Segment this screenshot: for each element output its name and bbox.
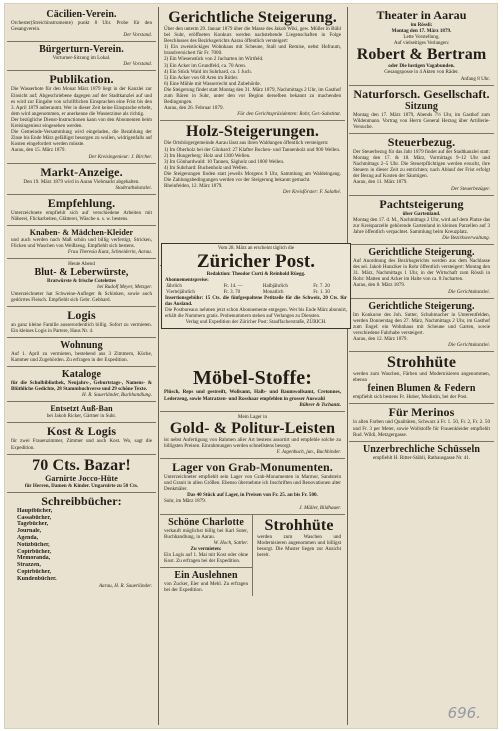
ad-unzerbrechlich bbox=[349, 442, 494, 464]
ad-body: in allen Farben und Qualitäten, Schwarz à Fr. 1. 50, Fr. 2, Fr. 2. 50 und Fr. 3 per Meter, sowie Wollstoffe für Frauenkleider empfiehlt Rud. Wildi, Metzgergasse. bbox=[353, 419, 490, 438]
ad-signature: Für den Gerichtspräsidenten: Rohr, Ger.-Substitut. bbox=[237, 111, 341, 118]
ad-charlotte bbox=[160, 515, 252, 569]
ad-title: Kost & Logis bbox=[46, 424, 117, 439]
list-item: Agenda, bbox=[17, 534, 39, 541]
ad-subtitle: Zu vermieten: bbox=[190, 545, 222, 552]
ad-item: 4) Ein Stück Wald im Suhrhard, ca. 1 Juch. bbox=[164, 68, 252, 75]
column-left bbox=[7, 7, 156, 725]
ad-signature: Anfang 8 Uhr. bbox=[460, 75, 490, 82]
ad-body: Unterzeichneter empfiehlt sein Lager von Grab-Monumenten in Marmor, Sandstein und Granit in allen Größen. Ebenso übernehme ich Inschriften und Renovationen alter Denkmäler. bbox=[164, 474, 341, 493]
ad-body: Plüsch, Reps und gestreift, Wollsamt, Halb- und Baumwollsamt, Cretonnes, Lederzeug, sowie Matratzen- und Rosshaar empfehlen in grosser Auswahl bbox=[164, 389, 341, 402]
ad-body: Ein Logis auf 1. Mai mit Kost oder ohne Kost. Zu erfragen bei der Expedition. bbox=[164, 552, 248, 565]
ad-signature: Der Kreisförster: F. Salathé. bbox=[282, 189, 341, 196]
ad-body: Im Konkurse des Joh. Sutter, Schuhmacher in Unterentfelden, werden Donnerstag den 27. März, Nachmittags 2 Uhr, im Gasthof zum Engel: ein Wohnhaus mit Scheune und Garten, sowie verschiedene Fahrhabe versteigert. bbox=[353, 311, 490, 336]
ad-subtitle: bei Rudolf Meyer, Metzger. bbox=[97, 284, 152, 291]
ad-strohhuete bbox=[349, 352, 494, 404]
ad-grab-monumente bbox=[160, 459, 345, 515]
list-item: Copirbücher, bbox=[17, 548, 51, 555]
list-item: Memoranda, bbox=[17, 555, 51, 562]
price-table bbox=[165, 284, 347, 296]
ad-place-date: Aarau, den 8. März 1879. bbox=[353, 282, 406, 289]
ad-schreibbuecher bbox=[7, 493, 156, 592]
ad-body: Die Postbureaux nehmen jetzt schon Abonnemente entgegen. Wer bis Ende März abonnirt, erhält die Nummern gratis. Probenummern stehen auf Verlangen zu Diensten. bbox=[165, 308, 347, 319]
ad-title: Möbel-Stoffe: bbox=[192, 367, 313, 390]
ad-pachtsteigerung bbox=[349, 196, 494, 245]
ad-subtitle: im Rössli: bbox=[410, 22, 433, 28]
play-subtitle: oder Die lustigen Vagabunden. bbox=[388, 63, 455, 70]
ad-title: Blut- & Leberwürste, bbox=[34, 267, 129, 279]
ad-publikation bbox=[7, 71, 156, 163]
ad-body: Die Gemeinde-Versammlung wird eingeladen, die Bezahlung der Zinse bis Ende März gefälligst besorgen zu wollen, widrigenfalls auf Kosten eingefordert werden müsste. bbox=[11, 129, 152, 148]
ad-subtitle: Vorturner-Sitzung im Lokal. bbox=[52, 55, 111, 62]
ad-naturforsch bbox=[349, 86, 494, 134]
ad-body: Unterzeichnete empfiehlt sich auf verschiedene Arbeiten mit Näherei, Flickarbeiten, Glätterei, Wäsche u. s. w. bestens. bbox=[11, 209, 152, 222]
column-middle bbox=[160, 7, 345, 725]
ad-subtitle: Sitzung bbox=[405, 100, 438, 112]
column-right bbox=[349, 7, 494, 725]
ad-title: Züricher Post. bbox=[196, 251, 316, 272]
ad-body: Die Steigerungen finden statt jeweils Morgens 9 Uhr, Sammlung am Waldeingang. Die Zahlungsbedingungen werden vor der Steigerung bekannt gemacht. bbox=[164, 170, 341, 183]
ad-place-date: Rheinfelden, 12. März 1879. bbox=[164, 183, 223, 190]
ad-body: bei Jakob Ricker, Gärtner in Suhr. bbox=[46, 413, 117, 420]
ad-title: Cäcilien-Verein. bbox=[46, 9, 117, 20]
ad-title: Für Merinos bbox=[388, 405, 455, 420]
ad-knaben bbox=[7, 226, 156, 259]
ad-title: Kataloge bbox=[61, 369, 102, 381]
handwritten-page-number: 696. bbox=[447, 704, 481, 722]
ad-title: Ein Auslehnen bbox=[174, 570, 238, 582]
ad-subtitle: Das 40 Stück auf Lager, in Preisen von Fr. 25. an bis Fr. 500. bbox=[187, 492, 318, 499]
ad-signature: F. Jagenbuch, jun., Buchbinder. bbox=[276, 448, 341, 455]
ad-item: 1) Ein zweistöckiges Wohnhaus mit Scheune, Stall und Remise, nebst Hofraum, brandversichert für Fr. 7000. bbox=[164, 44, 341, 57]
table-cell: Fr. 1. 30 bbox=[313, 290, 330, 295]
ad-zuericher-post bbox=[161, 243, 351, 329]
ad-place-date: Aarau, den 26. Februar 1879. bbox=[164, 105, 224, 112]
ad-entsetzt bbox=[7, 402, 156, 423]
ad-body: Bratwürste & frische Cotelettes bbox=[47, 278, 116, 285]
ad-blut bbox=[7, 259, 156, 306]
ad-signature: Der Kreisingenieur: J. Bircher. bbox=[88, 153, 152, 160]
ad-body: für Herren, Damen & Kinder. Ungarnirte zu 50 Cts. bbox=[24, 482, 139, 489]
ad-body: empfiehlt H. Ritter-Stäbli, Rathausgasse Nr. 41. bbox=[372, 454, 471, 461]
ad-theater bbox=[349, 7, 494, 86]
ad-gerichtliche-steigerung-1 bbox=[349, 245, 494, 299]
ad-title: Entsetzt Auß-Ban bbox=[50, 404, 113, 414]
ad-title: Markt-Anzeige. bbox=[40, 164, 123, 179]
ad-item: 1) Im Oberholz bei der Gönhard: 27 Klafter Buchen- und Tannenholz und 900 Wellen. bbox=[164, 146, 341, 153]
ad-title: Strohhüte bbox=[386, 354, 457, 372]
list-item: Notizbücher, bbox=[17, 541, 50, 548]
newspaper-sheet bbox=[4, 3, 498, 729]
ad-title: Steuerbezug. bbox=[387, 134, 456, 149]
ad-signature: Der Vorstand. bbox=[123, 61, 152, 68]
table-cell: Halbjährlich bbox=[262, 284, 288, 289]
ad-date: Montag den 17. März 1879. bbox=[391, 28, 452, 35]
ad-title: Naturforsch. Gesellschaft. bbox=[353, 86, 490, 101]
ad-item: 5) Ein Acker von 60 Aren im Rötler. bbox=[164, 74, 239, 81]
ad-item: 2) Im Hungerberg: Holz und 1300 Wellen. bbox=[164, 152, 251, 159]
ad-body: Auf vielseitiges Verlangen: bbox=[393, 40, 450, 47]
ad-kost bbox=[7, 423, 156, 454]
ad-item: 3) Ein Acker im Grundfeld, ca. 70 Aren. bbox=[164, 62, 247, 69]
ad-title: Gold- & Politur-Leisten bbox=[169, 419, 336, 437]
list-item: Copirbücher, bbox=[17, 568, 51, 575]
ad-item: 6) Eine Mühle mit Wasserrecht und Zubehörde. bbox=[164, 80, 261, 87]
ad-gold-politur bbox=[160, 412, 345, 459]
ad-signature: Frau Theresia Kunz, Schneiderin, Aarau. bbox=[67, 249, 152, 256]
ad-signature: Die Gerichtskanzlei. bbox=[448, 342, 490, 349]
table-cell: Fr. 14. — bbox=[223, 284, 243, 289]
ad-title: Theater in Aarau bbox=[376, 8, 467, 22]
ad-item: 2) Ein Wiesenstück von 2 Jucharten im Wirtfeld. bbox=[164, 56, 264, 63]
ad-title: Unzerbrechliche Schüsseln bbox=[362, 443, 481, 455]
ad-title: 70 Cts. Bazar! bbox=[32, 456, 131, 474]
ad-body: verkauft möglichst billig bei Karl Suter, Buchhandlung, in Aarau. bbox=[164, 527, 248, 540]
ad-body: Auf Anordnung des Bezirksgerichts werden aus dem Nachlasse des sel. Jakob Hunziker in Rohr öffentlich versteigert: Montag den 31. März, Nachmittags 1 Uhr, in der Wirtschaft zum Rössli in Rohr: Matten und Acker im Halte von ca. 8 Jucharten. bbox=[353, 258, 490, 283]
ad-signature: Aarau, H. R. Sauerländer. bbox=[98, 582, 152, 589]
ad-signature: Die Gerichtskanzlei. bbox=[448, 288, 490, 295]
item-list bbox=[11, 508, 152, 583]
ad-place-date: Suhr, im März 1879. bbox=[164, 498, 207, 505]
ad-signature: H. R. Sauerländer, Buchhandlung. bbox=[81, 392, 152, 399]
ad-body: an ganz kleine Familie ausserordentlich billig. Sofort zu vermieten. Ein kleines Logis in Partere, Haus Nr. 4. bbox=[11, 321, 152, 334]
ad-body: für die Schulbibliothek, Neujahrs-, Geburtstags-, Namens- & Blüthliche Gedichte, 28 Stammbuchverse und 29 schöne Texte. bbox=[11, 380, 152, 393]
ad-buergerturn bbox=[7, 42, 156, 71]
ad-title: Pachtsteigerung bbox=[379, 196, 464, 211]
ad-place-date: Aarau, den 15. März 1879. bbox=[11, 147, 66, 154]
ad-row-left bbox=[160, 515, 253, 597]
ad-body: Die Ortsbürgergemeinde Aarau lässt aus ihren Waldungen öffentlich versteigern: bbox=[164, 140, 329, 147]
ad-title: Empfehlung. bbox=[47, 195, 116, 210]
ad-signature: Verlag und Expedition der Züricher Post: Stauffacherstraße, ZÜRICH. bbox=[185, 320, 327, 325]
price-heading: Abonnementspreise: bbox=[165, 278, 209, 283]
ad-title: Gerichtliche Steigerung. bbox=[168, 9, 337, 26]
table-cell: Fr. 7. 20 bbox=[313, 284, 330, 289]
ad-title: Logis bbox=[67, 307, 96, 322]
ad-title: Publikation. bbox=[49, 72, 114, 87]
ad-row-right bbox=[253, 515, 345, 597]
ad-body: Gesangsposse in 4 Akten von Räder. bbox=[384, 69, 459, 76]
list-item: Kundenbücher. bbox=[17, 575, 57, 582]
ad-title: Holz-Steigerungen. bbox=[186, 123, 319, 141]
table-cell: Monatlich bbox=[262, 290, 284, 295]
ad-signature: W. Hoch, Sattler. bbox=[213, 539, 248, 546]
ad-title: Knaben- & Mädchen-Kleider bbox=[29, 227, 134, 237]
ad-body: ist nebst Anfertigung von Rahmen aller Art bestens assortirt und empfehle solche zu billigsten Preisen. Einrahmungen werden schnellstens besorgt. bbox=[164, 436, 341, 449]
list-item: Strazzen, bbox=[17, 562, 41, 569]
ad-title: Lager von Grab-Monumenten. bbox=[172, 460, 333, 475]
ad-subtitle: Redaktion: Theodor Curti & Reinhold Rüegg. bbox=[206, 272, 306, 277]
table-cell: Jährlich bbox=[166, 284, 182, 289]
ad-body: Über den unterm 29. Januar 1879 über die Masse des Jakob Wiki, gew. Müller in Bühl bei Suhr, eröffneten Konkurs werden nachstehende Liegenschaften in Folge Beschlusses des Bezirksgerichts Aarau öffentlich versteigert: bbox=[164, 26, 341, 45]
ad-item: 3) Im Gönhardwald: 10 Tannen, Sägholz und 1000 Wellen. bbox=[164, 158, 285, 165]
ad-pretitle: Mein Lager in bbox=[237, 413, 268, 420]
ad-auslehnen bbox=[160, 568, 252, 596]
ad-title: Wohnung bbox=[60, 339, 103, 351]
ad-place-date: Aarau, den 11. März 1879. bbox=[353, 179, 408, 186]
ad-steuerbezug bbox=[349, 134, 494, 196]
ad-title: Strohhüte bbox=[264, 516, 334, 534]
ad-title: Schöne Charlotte bbox=[168, 516, 244, 528]
ad-body: Lette Vorstellung. bbox=[403, 34, 440, 41]
ad-body: für zwei Frauenzimmer, Zimmer und auch Kost. Wo, sagt die Expedition. bbox=[11, 438, 152, 451]
list-item: Journale, bbox=[17, 528, 42, 535]
ad-title: Bürgerturn-Verein. bbox=[39, 44, 124, 56]
ad-body: Den 19. März 1879 wird in Aarau Viehmarkt abgehalten. bbox=[23, 178, 140, 185]
table-cell: Vierteljährlich bbox=[166, 290, 195, 295]
ad-strohhuete-mid bbox=[253, 515, 345, 561]
ad-body: von Zucker, Eier und Mehl. Zu erfragen bei der Expedition. bbox=[164, 581, 248, 594]
ad-body: werden zum Waschen, Färben und Modernisieren angenommen, ebenso bbox=[353, 371, 490, 384]
ad-row bbox=[160, 515, 345, 597]
ad-item: 4) Im Suhrhard: Buchenholz und Wellen. bbox=[164, 164, 248, 171]
ad-signature: J. Müller, Bildhauer. bbox=[299, 504, 341, 511]
ad-signature: Stadtrathskanzlei. bbox=[115, 184, 152, 191]
ad-body: Unterzeichneter hat Schweine-Aufleger & Schinken, sowie auch gedörrtes Fleisch. Empfiehlt sich Gebr. Gebhard. bbox=[11, 290, 152, 303]
ad-body: Der bezügliche Dienst-Instructionen kann von den Abonnenten beim Kreisingenieur eingesehen werden. bbox=[11, 116, 152, 130]
ad-gerichtliche-steigerung-2 bbox=[349, 299, 494, 353]
ad-merinos bbox=[349, 404, 494, 441]
ad-body: Die Wasserbote für den Monat März 1879 liegt in der Kanzlei zur Einsicht auf; Abgeschriebene dagegen auf der Stadtkanzlei auf und es wird zur Eingabe von schriftlichen Einsprachen eine Frist bis den 3. April 1879 anberaumt. Wer in dieser Zeit keine Einsprache erhebt, dem wird angenommen, er anerkenne die Wasserzinse als richtig. bbox=[11, 86, 152, 117]
ad-kataloge bbox=[7, 367, 156, 402]
ad-empfehlung bbox=[7, 195, 156, 226]
ad-gerichtliche-steigerung bbox=[160, 7, 345, 121]
play-title: Robert & Bertram bbox=[356, 46, 487, 64]
ad-body: Montag den 17. März 1879, Abends 7½ Uhr, im Gasthof zum Wildenmann. Vortrag von Herrn General Herzog über Artillerie-Versuche. bbox=[353, 111, 490, 130]
list-item: Tagebücher, bbox=[17, 521, 49, 528]
ad-body: Auf 1. April zu vermieten, bestehend aus 3 Zimmern, Küche, Kammer und Zugehörden. Zu erfragen in der Expedition. bbox=[11, 350, 152, 363]
ad-body: empfiehlt sich bestens Fr. Huber, Modistin, bei der Post. bbox=[353, 394, 468, 401]
list-item: Hauptbücher, bbox=[17, 507, 53, 514]
column-divider bbox=[347, 7, 348, 725]
list-item: Cassabücher, bbox=[17, 514, 51, 521]
ad-subtitle: feinen Blumen & Federn bbox=[367, 383, 476, 395]
ad-body: Orchester(Streichinstrumente) punkt 8 Uhr. Probe für den Gesangverein. bbox=[11, 20, 152, 33]
ad-body: Montag den 17. d. M., Nachmittags 2 Uhr, wird auf dem Platze das zur Kreisparzelle gehörende Gartenland in kleinen Parzellen auf 3 Jahre öffentlich verpachtet. Sammlung beim Kreuzplatz. bbox=[353, 216, 490, 235]
ad-title: Schreibbücher: bbox=[41, 493, 122, 508]
ad-body: Der Steuerbezug für das Jahr 1879 findet auf der Stadtkanzlei statt: Montag den 17. & 18. März, Vormittags 9–12 Uhr und Nachmittags 2–5 Uhr. Die Steuerpflichtigen werden ersucht, ihre Steuern in dieser Zeit zu entrichten; nach Ablauf der Frist erfolgt der Bezug auf Kosten der Säumigen. bbox=[353, 148, 490, 180]
ad-subtitle: über Gartenland. bbox=[402, 210, 441, 217]
ad-moebel-stoffe bbox=[160, 366, 345, 411]
ad-body: werden zum Waschen und Modernisieren angenommen und billigst besorgt. Die Muster liegen zur Ansicht bereit. bbox=[257, 533, 341, 558]
ad-markt bbox=[7, 164, 156, 195]
ad-subtitle: Garnirte Jocco-Hüte bbox=[45, 473, 118, 483]
table-cell: Fr. 3. 70 bbox=[223, 290, 241, 295]
ad-body: Die Steigerung findet statt Montag den 31. März 1879, Nachmittags 2 Uhr, im Gasthof zum Bären in Suhr, unter den vor Beginn derselben bekannt zu machenden Bedingungen. bbox=[164, 86, 341, 106]
ad-caecilien bbox=[7, 7, 156, 42]
insertion-fee: Insertionsgebühr: 15 Cts. die fünfgespaltene Petitzeile für die Schweiz, 20 Cts. für das Ausland. bbox=[165, 296, 347, 307]
ad-body: und auch werden nach Maß schön und billig verfertigt, Stricken, Flicken und Waschen von Weißzeug. Empfiehlt sich bestens. bbox=[11, 236, 152, 250]
ad-wohnung bbox=[7, 338, 156, 367]
ad-signature: Bührer & Tschantz. bbox=[299, 401, 341, 408]
column-divider bbox=[158, 7, 159, 725]
ad-title: Gerichtliche Steigerung. bbox=[368, 300, 475, 312]
ad-signature: Der Steuerbezüger. bbox=[450, 185, 490, 192]
ad-place-date: Aarau, den 12. März 1879. bbox=[353, 336, 408, 342]
ad-signature: Die Bezirksverwaltung. bbox=[442, 234, 490, 241]
ad-bazar bbox=[7, 455, 156, 493]
ad-signature: Der Vorstand. bbox=[123, 32, 152, 39]
ad-pretitle: Heute Abend bbox=[68, 261, 95, 268]
ad-pretitle: Vom 28. März an erscheint täglich die bbox=[217, 246, 295, 251]
ad-logis bbox=[7, 307, 156, 338]
ad-title: Gerichtliche Steigerung. bbox=[368, 247, 475, 259]
